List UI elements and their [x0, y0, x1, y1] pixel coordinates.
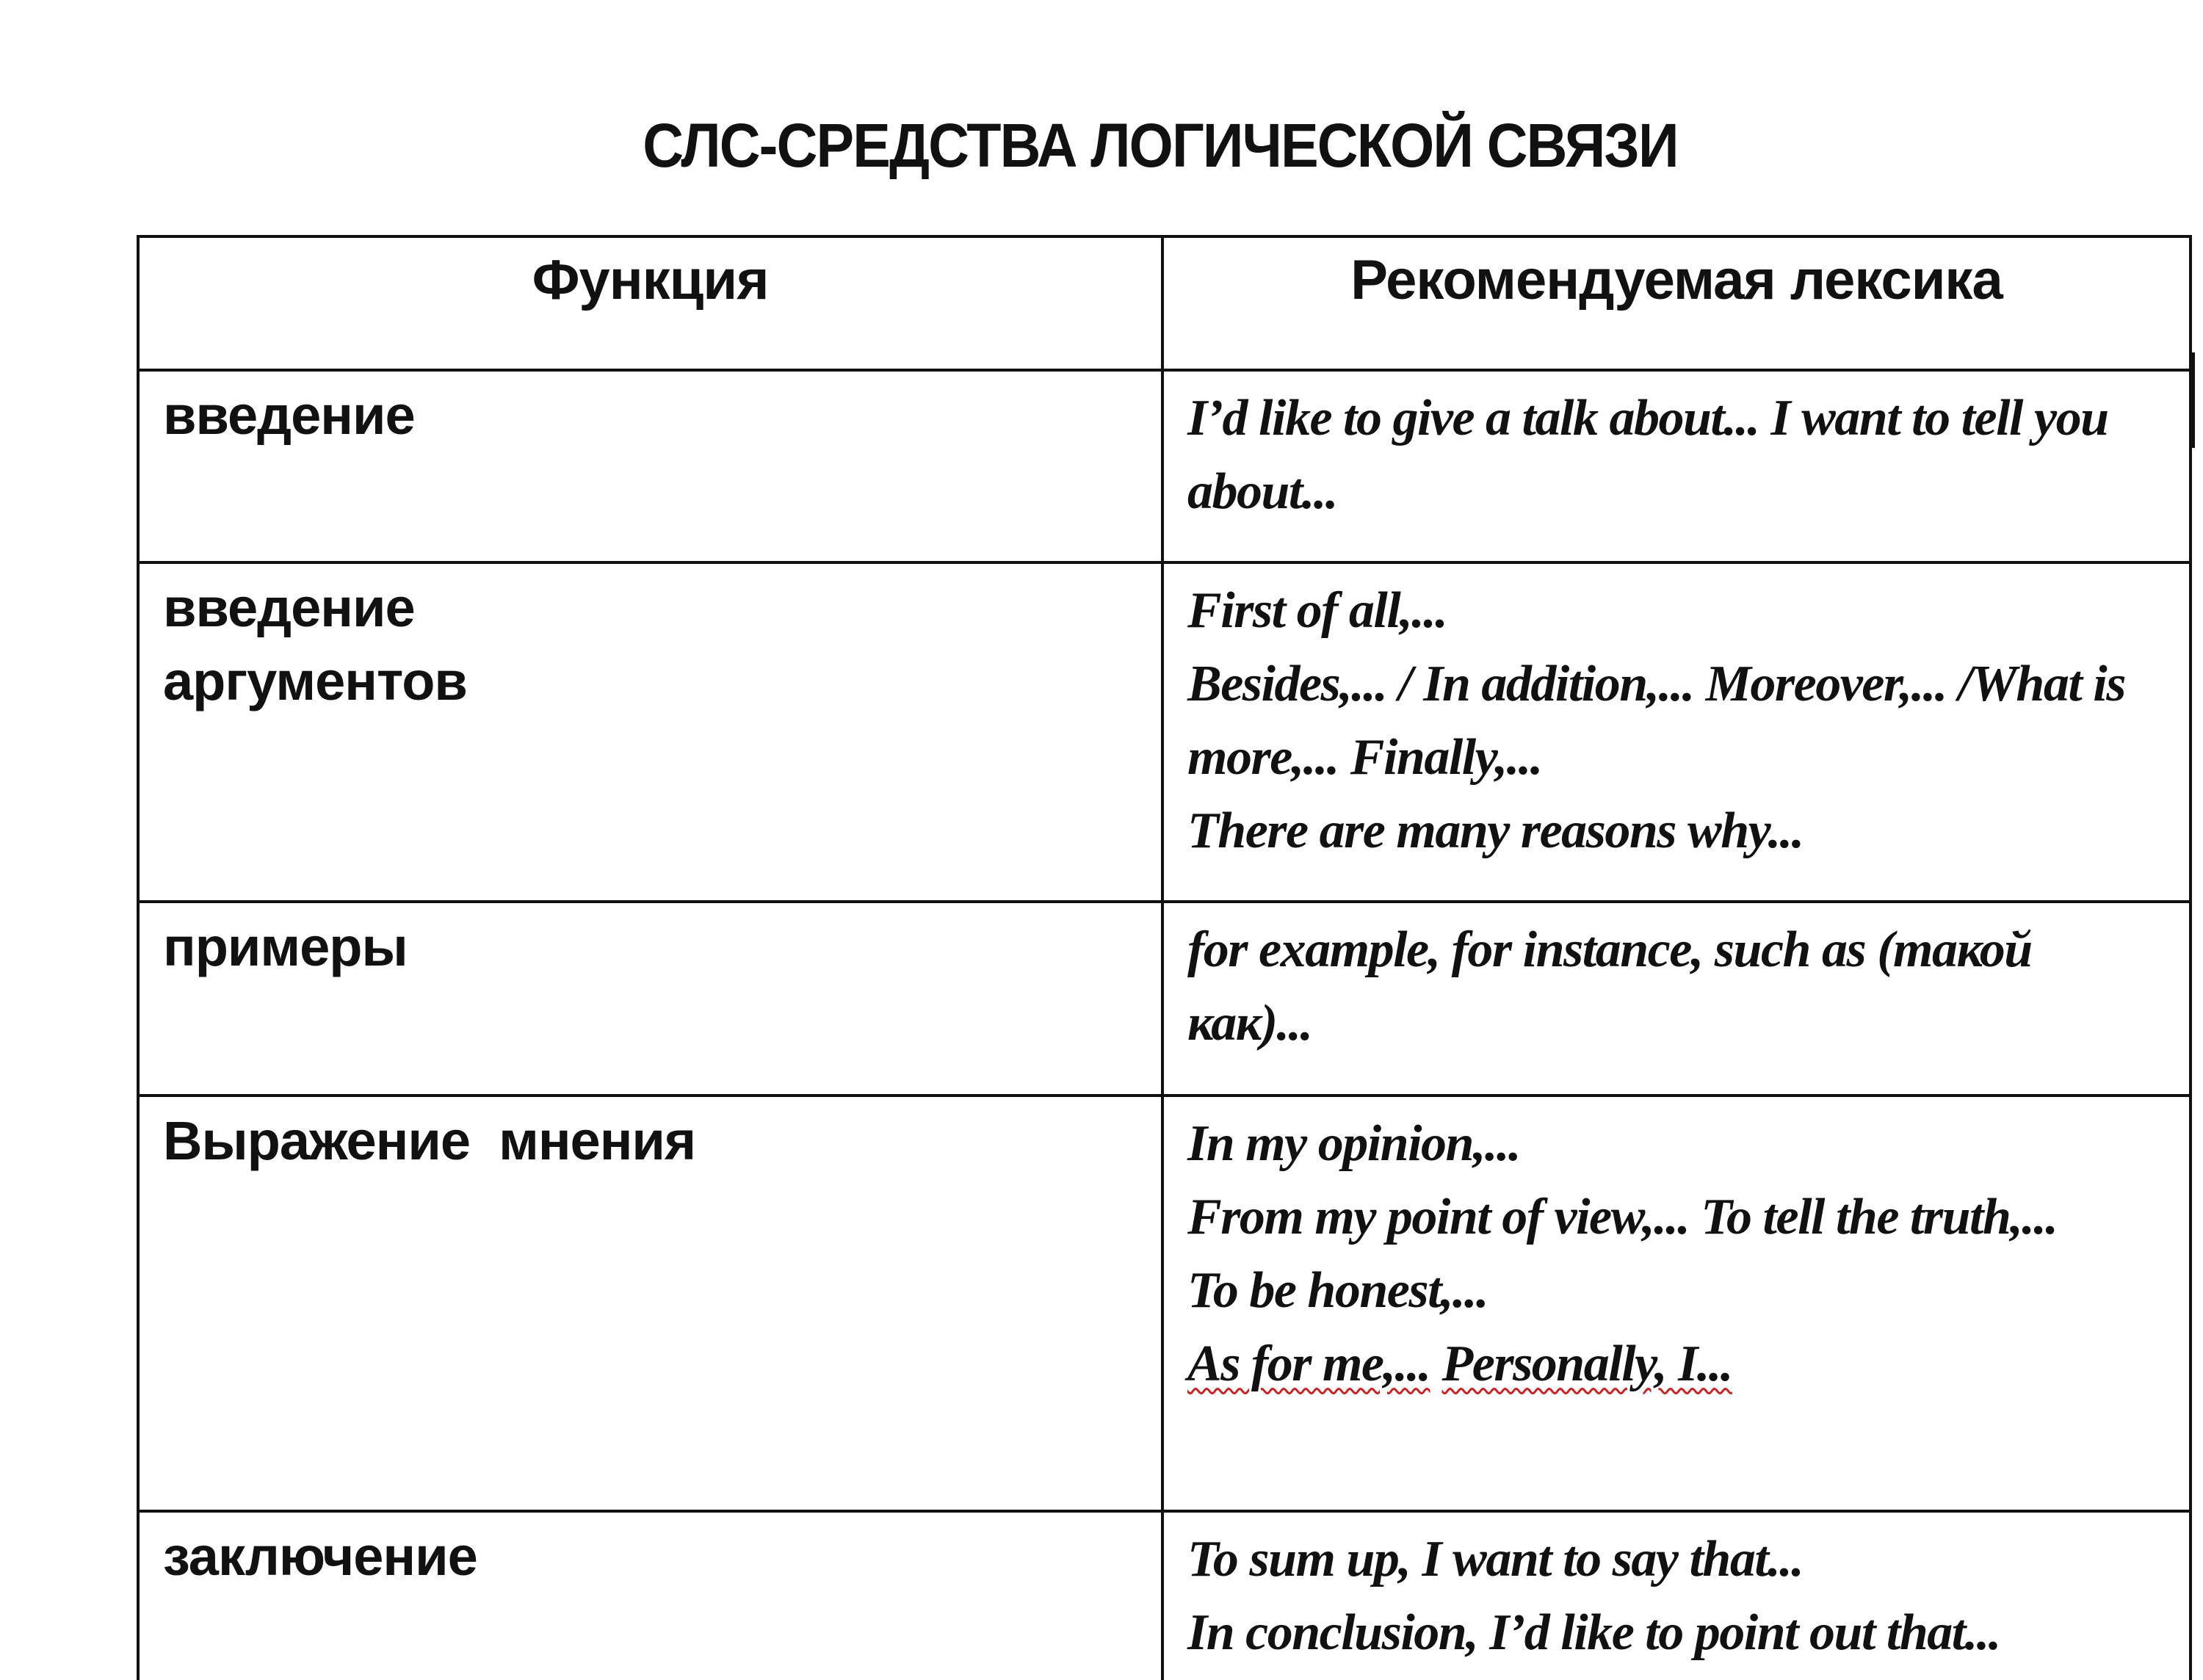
vocabulary-text: как)... — [1187, 995, 1312, 1051]
vocabulary-text: Personally, I... — [1441, 1336, 1732, 1392]
page-edge-mark — [2189, 352, 2195, 448]
vocabulary-cell — [1162, 1096, 2191, 1511]
table-row — [138, 562, 2191, 902]
vocabulary-text: In conclusion, I’d like to point out that... — [1187, 1604, 2000, 1661]
table-row — [138, 902, 2191, 1096]
vocabulary-cell — [1162, 562, 2191, 902]
table-row — [138, 370, 2191, 562]
vocabulary-text: more,... Finally,... — [1187, 729, 1542, 786]
table-header-row — [138, 236, 2191, 370]
vocabulary-text: To be honest,... — [1187, 1262, 1488, 1319]
vocabulary-text: about... — [1187, 463, 1337, 520]
column-header-vocabulary: Рекомендуемая лексика — [1162, 236, 2191, 370]
function-cell — [138, 562, 1162, 902]
vocabulary-cell — [1162, 370, 2191, 562]
column-header-function: Функция — [138, 236, 1162, 370]
vocabulary-text: for example, for instance, such as (такой — [1187, 922, 2032, 978]
function-text: примеры — [163, 916, 408, 977]
vocabulary-text: There are many reasons why... — [1187, 803, 1804, 859]
function-cell — [138, 902, 1162, 1096]
function-text: аргументов — [163, 651, 467, 712]
connectors-table — [137, 235, 2192, 1680]
function-cell — [138, 370, 1162, 562]
function-text: заключение — [163, 1526, 477, 1587]
table-row — [138, 1511, 2191, 1680]
function-cell — [138, 1511, 1162, 1680]
vocabulary-text: First of all,... — [1187, 582, 1447, 639]
vocabulary-text: I’d like to give a talk about... I want to tell you — [1187, 390, 2108, 446]
table-row — [138, 1096, 2191, 1511]
function-text: введение — [163, 385, 415, 446]
vocabulary-text: From my point of view,... To tell the truth,... — [1187, 1189, 2058, 1245]
vocabulary-text: In my opinion,... — [1187, 1115, 1520, 1172]
page-title: СЛС-СРЕДСТВА ЛОГИЧЕСКОЙ СВЯЗИ — [643, 111, 1678, 180]
vocabulary-cell — [1162, 902, 2191, 1096]
function-cell — [138, 1096, 1162, 1511]
vocabulary-text: To sum up, I want to say that... — [1187, 1531, 1804, 1587]
vocabulary-cell — [1162, 1511, 2191, 1680]
vocabulary-text: As for me,... — [1187, 1336, 1430, 1392]
vocabulary-text: Besides,... / In addition,... Moreover,... /What is — [1187, 656, 2125, 712]
function-text: Выражение мнения — [163, 1110, 696, 1171]
function-text: введение — [163, 577, 415, 638]
